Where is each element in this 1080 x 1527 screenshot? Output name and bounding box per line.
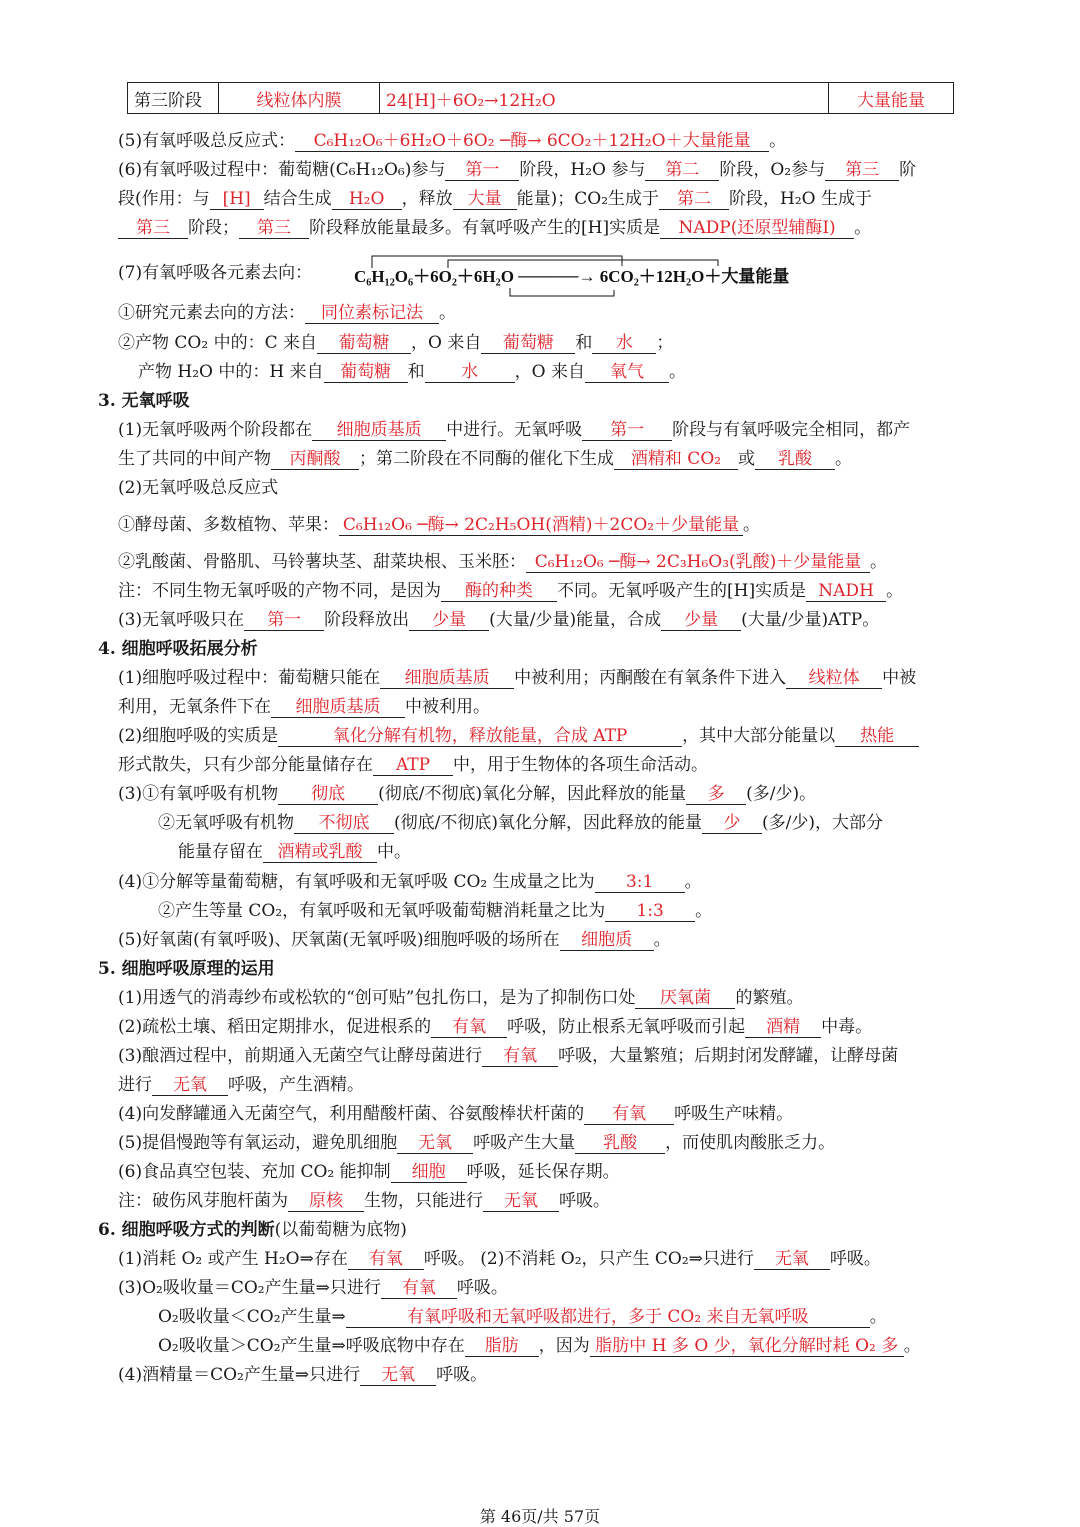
formula-text: C₆H₁₂O₆＋6O₂＋6H₂O ─────→ 6CO₂＋12H₂O＋大量能量 (354, 267, 790, 286)
blank-answer: 1:3 (605, 901, 695, 922)
line-3-3 (118, 609, 879, 631)
heading-6 (98, 1219, 407, 1241)
text: (多/少)。 (746, 784, 817, 804)
text: 中，用于生物体的各项生命活动。 (453, 755, 708, 775)
line-6c (118, 217, 871, 239)
line-6-3a (118, 1277, 508, 1299)
heading-3: 3. 无氧呼吸 (98, 391, 190, 411)
text: 进行 (118, 1075, 152, 1095)
text: (4)向发酵罐通入无菌空气，利用醋酸杆菌、谷氨酸棒状杆菌的 (118, 1104, 585, 1124)
stage-table (127, 82, 954, 114)
text: ，O 来自 (514, 362, 585, 382)
blank-answer: 第二 (659, 189, 729, 210)
text: (6)食品真空包装、充加 CO₂ 能抑制 (118, 1162, 391, 1182)
text: (3)无氧呼吸只在 (118, 610, 245, 630)
line-6-1 (118, 1248, 881, 1270)
heading-6-title: 6. 细胞呼吸方式的判断 (98, 1220, 275, 1240)
text: ①研究元素去向的方法： (118, 303, 305, 323)
line-6-4 (118, 1364, 487, 1386)
text: (2)细胞呼吸的实质是 (118, 726, 279, 746)
text: 中被利用；丙酮酸在有氧条件下进入 (514, 668, 787, 688)
text: 阶段与有氧呼吸完全相同，都产 (672, 420, 911, 440)
text: 中。 (377, 842, 411, 862)
text: 中被 (882, 668, 917, 688)
line-4-2b (118, 754, 708, 776)
text: 呼吸。 (456, 1278, 508, 1298)
line-5-3a (118, 1045, 898, 1067)
blank-answer: 同位素标记法 (305, 303, 439, 324)
line-3-lactic (118, 551, 887, 573)
text: (6)有氧呼吸过程中：葡萄糖(C₆H₁₂O₆)参与 (118, 160, 446, 180)
table-row (128, 83, 954, 114)
blank-answer: C₆H₁₂O₆＋6H₂O＋6O₂ ─酶→ 6CO₂＋12H₂O＋大量能量 (295, 131, 769, 152)
text: ，因为 (538, 1336, 590, 1356)
text: 结合生成 (263, 189, 332, 209)
blank-answer: 第三 (825, 160, 899, 181)
line-5-1 (118, 987, 803, 1009)
text: ；第二阶段在不同酶的催化下生成 (359, 449, 614, 469)
text: 。 (668, 362, 686, 382)
stage-cell: 第三阶段 (128, 83, 219, 114)
text: 呼吸，产生酒精。 (228, 1075, 364, 1095)
line-4-3b (158, 812, 883, 834)
line-5-5 (118, 1132, 835, 1154)
text: 或 (738, 449, 755, 469)
line-5-note (118, 1190, 610, 1212)
blank-answer: 有氧 (431, 1017, 507, 1038)
blank-answer: 第二 (645, 160, 719, 181)
blank-answer: 细胞质基质 (380, 668, 514, 689)
blank-answer: 第三 (118, 218, 188, 239)
text: 。 (870, 552, 887, 572)
text: (1)消耗 O₂ 或产生 H₂O⇒存在 (118, 1249, 348, 1269)
text: (5)好氧菌(有氧呼吸)、厌氧菌(无氧呼吸)细胞呼吸的场所在 (118, 930, 560, 950)
line-7-m1 (118, 302, 456, 324)
place-cell: 线粒体内膜 (219, 83, 380, 114)
text: 。 (869, 1307, 887, 1327)
text: (1)用透气的消毒纱布或松软的“创可贴”包扎伤口，是为了抑制伤口处 (118, 988, 636, 1008)
text: 呼吸，大量繁殖；后期封闭发酵罐，让酵母菌 (558, 1046, 899, 1066)
line-7-label: (7)有氧呼吸各元素去向： (118, 263, 313, 283)
text: 呼吸，防止根系无氧呼吸而引起 (507, 1017, 746, 1037)
heading-5: 5. 细胞呼吸原理的运用 (98, 959, 275, 979)
blank-answer: 第一 (582, 420, 672, 441)
blank-answer: 乳酸 (575, 1133, 665, 1154)
text: 和 (407, 362, 425, 382)
text: (4)酒精量＝CO₂产生量⇒只进行 (118, 1365, 361, 1385)
blank-answer: 有氧 (381, 1278, 457, 1299)
blank-answer: 无氧 (152, 1075, 228, 1096)
heading-6-note: (以葡萄糖为底物) (274, 1220, 407, 1240)
text: (大量/少量)ATP。 (741, 610, 880, 630)
text: (5)有氧呼吸总反应式： (118, 131, 296, 151)
blank-answer: 不彻底 (294, 813, 394, 834)
text: 呼吸。 (436, 1365, 488, 1385)
blank-answer: 少量 (409, 610, 489, 631)
text: 和 (575, 333, 593, 353)
blank-answer: 脂肪 (465, 1336, 539, 1357)
blank-answer: H₂O (332, 189, 402, 210)
line-3-note (118, 580, 903, 602)
text: (3)①有氧呼吸有机物 (118, 784, 279, 804)
text: ②乳酸菌、骨骼肌、马铃薯块茎、甜菜块根、玉米胚： (118, 552, 526, 572)
blank-answer: NADP(还原型辅酶Ⅰ) (660, 218, 854, 239)
blank-answer: NADH (806, 581, 886, 602)
text: 。 (695, 901, 713, 921)
text: (5)提倡慢跑等有氧运动，避免肌细胞 (118, 1133, 398, 1153)
blank-answer: C₆H₁₂O₆ ─酶→ 2C₂H₅OH(酒精)＋2CO₂＋少量能量 (339, 515, 743, 536)
text: 能量存留在 (178, 842, 263, 862)
blank-answer: 无氧 (360, 1365, 436, 1386)
text: 阶段，H₂O 参与 (519, 160, 646, 180)
page-footer: 第 46页/共 57页 (479, 1507, 601, 1526)
text: ； (656, 333, 674, 353)
blank-answer: 细胞质 (560, 930, 654, 951)
text: 。 (439, 303, 456, 323)
text: (彻底/不彻底)氧化分解，因此释放的能量 (378, 784, 687, 804)
line-3-2: (2)无氧呼吸总反应式 (118, 478, 279, 498)
blank-answer: 多 (686, 784, 746, 805)
blank-answer: 彻底 (278, 784, 378, 805)
blank-answer: 水 (592, 333, 656, 354)
text: (2)疏松土壤、稻田定期排水，促进根系的 (118, 1017, 432, 1037)
text: 阶段，H₂O 生成于 (729, 189, 873, 209)
blank-answer: 氧化分解有机物，释放能量，合成 ATP (278, 726, 682, 747)
blank-answer: 无氧 (397, 1133, 473, 1154)
text: 呼吸生产味精。 (674, 1104, 794, 1124)
blank-answer: 丙酮酸 (271, 449, 359, 470)
text: 段(作用：与 (118, 189, 210, 209)
line-6b (118, 188, 872, 210)
line-5-6 (118, 1161, 620, 1183)
line-4-4a (118, 871, 702, 893)
blank-answer: 细胞质基质 (312, 420, 446, 441)
line-3-yeast (118, 514, 760, 536)
blank-answer: 有氧 (482, 1046, 558, 1067)
text: 能量)；CO₂生成于 (516, 189, 660, 209)
line-4-4b (158, 900, 712, 922)
text: 呼吸。 (829, 1249, 881, 1269)
blank-answer: 酒精或乳酸 (263, 842, 377, 863)
line-4-3c (178, 841, 411, 863)
blank-answer: 第一 (445, 160, 519, 181)
text: (多/少)，大部分 (762, 813, 883, 833)
line-7-m3 (138, 361, 686, 383)
blank-answer: 第三 (239, 218, 309, 239)
text: O₂吸收量＞CO₂产生量⇒呼吸底物中存在 (158, 1336, 465, 1356)
text: 。 (854, 218, 872, 238)
element-flow-diagram (352, 252, 822, 300)
line-4-3a (118, 783, 816, 805)
blank-answer: 细胞质基质 (271, 697, 405, 718)
text: 产物 H₂O 中的：H 来自 (138, 362, 324, 382)
line-5-2 (118, 1016, 872, 1038)
text: ，释放 (401, 189, 453, 209)
text: 不同。无氧呼吸产生的[H]实质是 (557, 581, 807, 601)
blank-answer: 无氧 (483, 1191, 559, 1212)
text: 。 (835, 449, 852, 469)
text: 中毒。 (821, 1017, 873, 1037)
line-3-1b (118, 448, 852, 470)
blank-answer: 乳酸 (755, 449, 835, 470)
text: (3)O₂吸收量＝CO₂产生量⇒只进行 (118, 1278, 381, 1298)
blank-answer: 有氧 (348, 1249, 424, 1270)
blank-answer: 热能 (835, 726, 919, 747)
blank-answer: 有氧呼吸和无氧呼吸都进行，多于 CO₂ 来自无氧呼吸 (346, 1307, 870, 1328)
line-4-5 (118, 929, 671, 951)
text: 阶段释放能量最多。有氧呼吸产生的[H]实质是 (309, 218, 661, 238)
blank-answer: 无氧 (754, 1249, 830, 1270)
blank-answer: 少 (702, 813, 762, 834)
text: (4)①分解等量葡萄糖，有氧呼吸和无氧呼吸 CO₂ 生成量之比为 (118, 872, 595, 892)
text: 利用，无氧条件下在 (118, 697, 271, 717)
blank-answer: 大量 (453, 189, 517, 210)
text: 生了共同的中间产物 (118, 449, 271, 469)
line-4-1a (118, 667, 916, 689)
text: 阶段释放出 (324, 610, 410, 630)
blank-answer: 3:1 (595, 872, 685, 893)
text: O₂吸收量＜CO₂产生量⇒ (158, 1307, 346, 1327)
text: 阶段，O₂参与 (719, 160, 826, 180)
text: 。 (653, 930, 671, 950)
reaction-cell: 24[H]＋6O₂→12H₂O (380, 83, 829, 114)
text: 阶段； (188, 218, 239, 238)
blank-answer: 葡萄糖 (317, 333, 411, 354)
line-7-m2 (118, 332, 673, 354)
line-6-3c (158, 1335, 921, 1357)
text: (1)细胞呼吸过程中：葡萄糖只能在 (118, 668, 381, 688)
blank-answer: 酒精 (745, 1017, 821, 1038)
text: (彻底/不彻底)氧化分解，因此释放的能量 (394, 813, 702, 833)
text: ①酵母菌、多数植物、苹果： (118, 515, 339, 535)
blank-answer: 有氧 (584, 1104, 674, 1125)
text: ，O 来自 (410, 333, 482, 353)
line-5-3b (118, 1074, 364, 1096)
text: ②无氧呼吸有机物 (158, 813, 294, 833)
text: 呼吸，延长保存期。 (466, 1162, 620, 1182)
text: 形式散失，只有少部分能量储存在 (118, 755, 373, 775)
blank-answer: 第一 (244, 610, 324, 631)
blank-answer: [H] (210, 189, 264, 210)
line-4-2a (118, 725, 919, 747)
blank-answer: 葡萄糖 (324, 362, 408, 383)
blank-answer: 少量 (661, 610, 741, 631)
text: ②产物 CO₂ 中的：C 来自 (118, 333, 317, 353)
text: 。 (684, 872, 702, 892)
flow-line-h2o (510, 288, 614, 296)
line-4-1b (118, 696, 490, 718)
blank-answer: 酒精和 CO₂ (614, 449, 738, 470)
blank-answer: 线粒体 (786, 668, 882, 689)
heading-4: 4. 细胞呼吸拓展分析 (98, 639, 258, 659)
text: 。 (769, 131, 787, 151)
text: 呼吸。 (559, 1191, 610, 1211)
text: 呼吸产生大量 (473, 1133, 576, 1153)
line-3-1a (118, 419, 910, 441)
line-6-3b (158, 1306, 887, 1328)
blank-answer: 原核 (288, 1191, 364, 1212)
blank-answer: 厌氧菌 (635, 988, 735, 1009)
blank-answer: 脂肪中 H 多 O 少，氧化分解时耗 O₂ 多 (590, 1336, 904, 1357)
blank-answer: 水 (425, 362, 515, 383)
blank-answer: 酶的种类 (441, 581, 557, 602)
text: 。 (743, 515, 760, 535)
text: 中被利用。 (405, 697, 490, 717)
text: 。 (886, 581, 904, 601)
blank-answer: ATP (373, 755, 453, 776)
blank-answer: 细胞 (391, 1162, 467, 1183)
text: 的繁殖。 (735, 988, 804, 1008)
text: ，而使肌肉酸胀乏力。 (665, 1133, 836, 1153)
blank-answer: C₆H₁₂O₆ ─酶→ 2C₃H₆O₃(乳酸)＋少量能量 (526, 552, 870, 573)
text: (1)无氧呼吸两个阶段都在 (118, 420, 313, 440)
text: 注：破伤风芽胞杆菌为 (118, 1191, 288, 1211)
text: (大量/少量)能量，合成 (489, 610, 662, 630)
text: ，其中大部分能量以 (682, 726, 836, 746)
blank-answer: 葡萄糖 (481, 333, 575, 354)
text: 阶 (899, 160, 917, 180)
text: 生物，只能进行 (364, 1191, 483, 1211)
text: 。 (903, 1336, 921, 1356)
text: (3)酿酒过程中，前期通入无菌空气让酵母菌进行 (118, 1046, 483, 1066)
line-5-4 (118, 1103, 793, 1125)
line-5 (118, 130, 786, 152)
blank-answer: 氧气 (585, 362, 669, 383)
energy-cell: 大量能量 (829, 83, 954, 114)
line-6a (118, 159, 916, 181)
text: 呼吸。 (2)不消耗 O₂，只产生 CO₂⇒只进行 (423, 1249, 754, 1269)
text: ②产生等量 CO₂，有氧呼吸和无氧呼吸葡萄糖消耗量之比为 (158, 901, 606, 921)
text: 中进行。无氧呼吸 (446, 420, 583, 440)
text: 注：不同生物无氧呼吸的产物不同，是因为 (118, 581, 441, 601)
